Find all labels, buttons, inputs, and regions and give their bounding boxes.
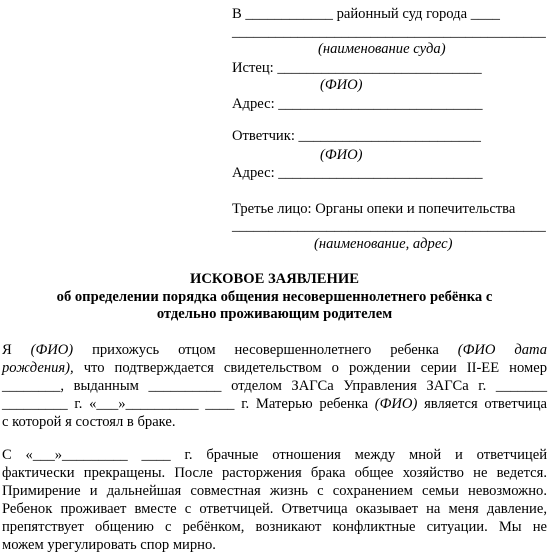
paragraph-2-line-6: можем урегулировать спор мирно. <box>2 537 216 553</box>
paragraph-1-line-5: с которой я состоял в браке. <box>2 414 176 430</box>
defendant-address: Адрес: ____________________________ <box>232 165 483 181</box>
paragraph-1-line-3: ________, выданным __________ отделом ЗАГСа Управления ЗАГСа г. _______ <box>2 378 547 394</box>
paragraph-2-line-3: Примирение и дальнейшая совместная жизнь с сохранением семьи невозможно. <box>2 483 547 499</box>
paragraph-2-line-5: препятствует общению с ребёнком, возникают конфликтные ситуации. Мы не <box>2 519 547 535</box>
court-blank: ___________________________________________ <box>232 24 546 40</box>
document-subtitle-1: об определении порядка общения несовершеннолетнего ребёнка с <box>56 289 493 305</box>
document-title: ИСКОВОЕ ЗАЯВЛЕНИЕ <box>190 271 359 287</box>
plaintiff-line: Истец: ____________________________ <box>232 60 482 76</box>
paragraph-2-line-1: С «___»_________ ____ г. брачные отношения между мной и ответчицей <box>2 447 547 463</box>
paragraph-1-line-1: Я (ФИО) прихожусь отцом несовершеннолетнего ребенка (ФИО дата <box>2 342 548 358</box>
paragraph-1-line-4: _________ г. «___»__________ ____ г. Матерью ребенка (ФИО) является ответчица <box>2 396 548 412</box>
defendant-caption: (ФИО) <box>320 147 363 163</box>
paragraph-2-line-2: фактически прекращены. После расторжения брака общее хозяйство не ведется. <box>2 465 547 481</box>
paragraph-2-line-4: Ребенок проживает вместе с ответчицей. Ответчица оказывает на меня давление, <box>2 501 547 517</box>
plaintiff-address: Адрес: ____________________________ <box>232 96 483 112</box>
third-party-caption: (наименование, адрес) <box>314 236 453 252</box>
defendant-line: Ответчик: _________________________ <box>232 128 481 144</box>
third-party-line: Третье лицо: Органы опеки и попечительства <box>232 201 516 217</box>
paragraph-1-line-2: рождения), что подтверждается свидетельством о рождении серии II-ЕЕ номер <box>2 360 547 376</box>
court-caption: (наименование суда) <box>318 41 446 57</box>
plaintiff-caption: (ФИО) <box>320 77 363 93</box>
document-subtitle-2: отдельно проживающим родителем <box>156 306 393 322</box>
third-party-blank: ___________________________________________ <box>232 218 546 234</box>
court-line: В ____________ районный суд города ____ <box>232 6 500 22</box>
